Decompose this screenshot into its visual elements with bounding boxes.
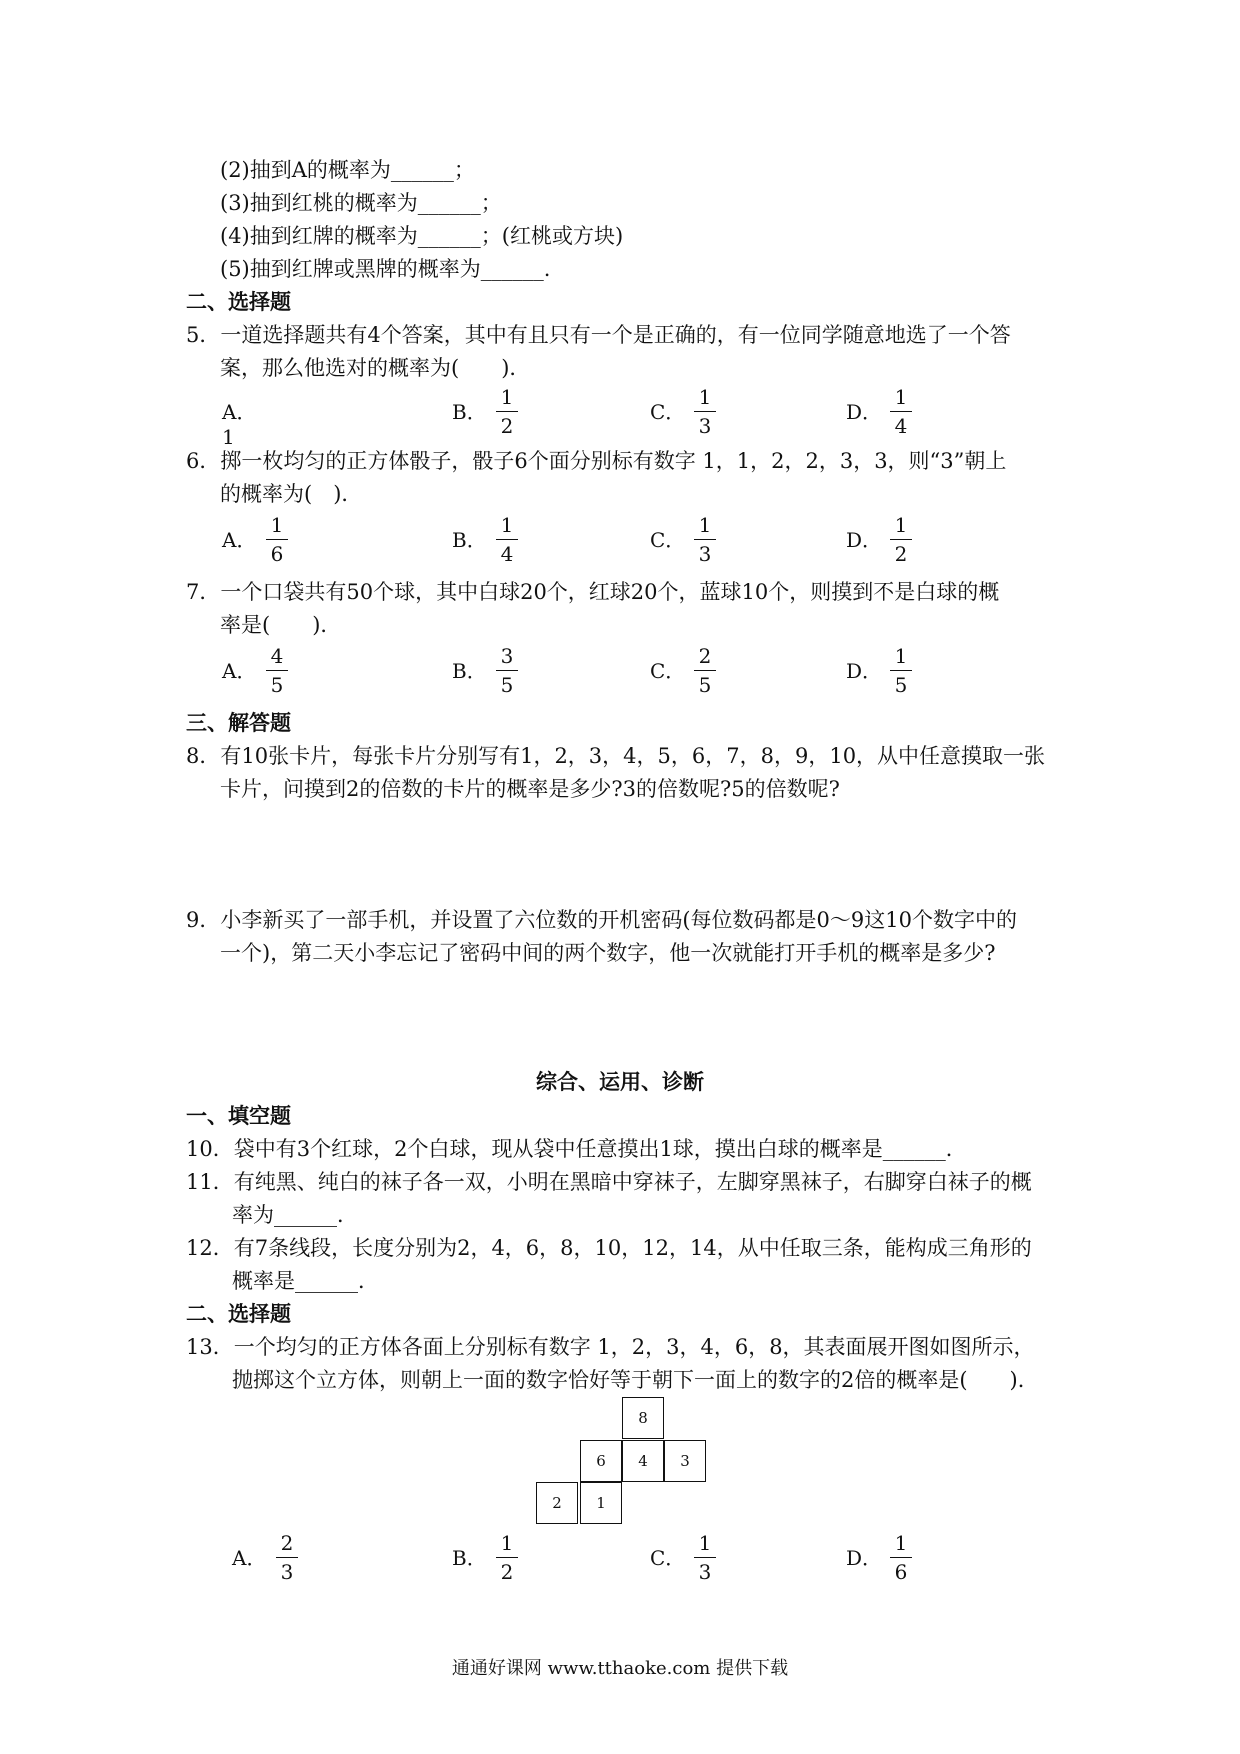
q5-line1: 5．一道选择题共有4个答案，其中有且只有一个是正确的，有一位同学随意地选了一个答 (186, 323, 1011, 347)
cube-face-bottom: 1 (580, 1482, 622, 1524)
cube-face-right: 3 (664, 1440, 706, 1482)
section-title-fill: 一、填空题 (186, 1104, 291, 1128)
q6-line2: 的概率为( )． (220, 482, 363, 506)
cube-face-left: 6 (580, 1440, 622, 1482)
section-title-choice: 二、选择题 (186, 290, 291, 314)
section-title-answer: 三、解答题 (186, 711, 291, 735)
q13-line2: 抛掷这个立方体，则朝上一面的数字恰好等于朝下一面上的数字的2倍的概率是( )． (232, 1368, 1039, 1392)
item-4: (4)抽到红牌的概率为______；(红桃或方块) (220, 224, 624, 248)
section-title-choice-2: 二、选择题 (186, 1302, 291, 1326)
q7-line2: 率是( )． (220, 613, 342, 637)
cube-face-bottom-left: 2 (536, 1482, 578, 1524)
item-3: (3)抽到红桃的概率为______； (220, 191, 502, 215)
footer: 通通好课网 www.tthaoke.com 提供下载 (451, 1658, 789, 1679)
q5-line2: 案，那么他选对的概率为( )． (220, 356, 531, 380)
cube-face-center: 4 (622, 1440, 664, 1482)
q10: 10．袋中有3个红球，2个白球，现从袋中任意摸出1球，摸出白球的概率是______． (186, 1137, 967, 1161)
q6-line1: 6．掷一枚均匀的正方体骰子，骰子6个面分别标有数字 1，1，2，2，3，3，则“3”朝上 (186, 449, 1007, 473)
q13-line1: 13．一个均匀的正方体各面上分别标有数字 1，2，3，4，6，8，其表面展开图如图所示， (186, 1335, 1035, 1359)
q8-line1: 8．有10张卡片，每张卡片分别写有1，2，3，4，5，6，7，8，9，10，从中任意摸取一张 (186, 744, 1046, 768)
section-heading: 综合、运用、诊断 (536, 1070, 704, 1094)
q12-line2: 概率是______． (232, 1269, 379, 1293)
q12-line1: 12．有7条线段，长度分别为2，4，6，8，10，12，14，从中任取三条，能构成三角形的 (186, 1236, 1032, 1260)
cube-face-top: 8 (622, 1397, 664, 1439)
q9-line1: 9．小李新买了一部手机，并设置了六位数的开机密码(每位数码都是0～9这10个数字中的 (186, 908, 1017, 932)
q11-line2: 率为______． (232, 1203, 358, 1227)
item-5: (5)抽到红牌或黑牌的概率为______. (220, 257, 551, 281)
q7-line1: 7．一个口袋共有50个球，其中白球20个，红球20个，蓝球10个，则摸到不是白球的概 (186, 580, 1000, 604)
item-2: (2)抽到A的概率为______； (220, 158, 475, 182)
q9-line2: 一个)，第二天小李忘记了密码中间的两个数字，他一次就能打开手机的概率是多少? (220, 941, 996, 965)
q8-line2: 卡片，问摸到2的倍数的卡片的概率是多少?3的倍数呢?5的倍数呢? (220, 777, 840, 801)
q11-line1: 11．有纯黑、纯白的袜子各一双，小明在黑暗中穿袜子，左脚穿黑袜子，右脚穿白袜子的概 (186, 1170, 1032, 1194)
